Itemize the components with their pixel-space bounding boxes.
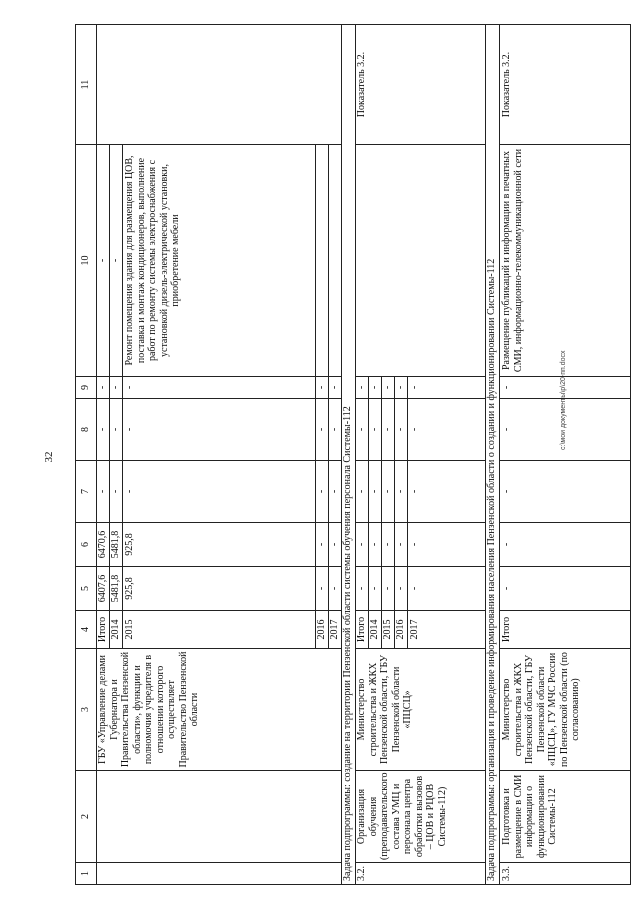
col-header-10: 10: [76, 145, 97, 377]
col-header-6: 6: [76, 523, 97, 567]
executor-cell: ГБУ «Управление делами Губернатора и Правительства Пензенской области», функции и полномочия учредителя в отношении которого осуществляет Правительство Пензенской области: [97, 649, 342, 771]
executor-cell: Министерство строительства и ЖКХ Пензенской области, ГБУ Пензенской области «ПЦСЦ»: [356, 649, 486, 771]
page-number: 32: [43, 451, 55, 463]
indicator-cell: Показатель 3.2.: [500, 25, 631, 145]
task-heading: Задача подпрограммы: организация и проведение информирования населения Пензенской области о создании и функционировании Системы-112: [486, 25, 500, 885]
table-row: ГБУ «Управление делами Губернатора и Правительства Пензенской области», функции и полномочия учредителя в отношении которого осуществляет Правительство Пензенской области Итого 6407,6 6470,6 - - - -: [97, 25, 110, 885]
executor-cell: Министерство строительства и ЖКХ Пензенской области, ГБУ Пензенской области «ПЦСЦ», ГУ МЧС России по Пензенской области (по согласованию): [500, 649, 631, 771]
col-header-7: 7: [76, 461, 97, 523]
result-description: Размещение публикаций и информации в печатных СМИ, информационно-телекоммуникационной сети: [500, 145, 631, 377]
task-heading: Задача подпрограммы: создание на территории Пензенской области системы обучения персонала Системы-112: [342, 25, 356, 885]
header-row: [76, 25, 97, 885]
col-header-2: 2: [76, 771, 97, 863]
activity-name: Организация обучения (преподавательского состава УМЦ и персонала центра обработки вызовов – ЦОВ и РЦОВ Системы-112): [356, 771, 486, 863]
col-header-4: 4: [76, 611, 97, 649]
table-row: 2016 - - - - -: [316, 25, 329, 885]
table-row: 3.3. Подготовка и размещение в СМИ информации о функционировании Системы-112 Министерство строительства и ЖКХ Пензенской области, ГБУ Пензенской области «ПЦСЦ», ГУ МЧС России по Пензенской области (по согласованию) Итого - - - - - Размещение публикаций и информации в печатных СМИ, информационно-телекоммуникационной сети Показатель 3.2.: [500, 25, 631, 885]
table-row: 2017 - - - - -: [329, 25, 342, 885]
footer-file-path: c:\мои документы\р\20-пп.docx: [560, 350, 567, 450]
table-row: 2014 - - - - -: [369, 25, 382, 885]
col-header-1: 1: [76, 863, 97, 885]
col-header-3: 3: [76, 649, 97, 771]
result-description: Ремонт помещения здания для размещения ЦОВ, поставка и монтаж кондиционеров, выполнение работ по ремонту системы электроснабжения с установкой дизель-электрической установки, приобретение мебели: [123, 145, 316, 377]
activity-name: Подготовка и размещение в СМИ информации о функционировании Системы-112: [500, 771, 631, 863]
table-row: 2015 925,8 925,8 - - - Ремонт помещения здания для размещения ЦОВ, поставка и монтаж кондиционеров, выполнение работ по ремонту системы электроснабжения с установкой дизель-электрической установки, приобретение мебели: [123, 25, 316, 885]
col-header-9: 9: [76, 377, 97, 399]
indicator-cell: Показатель 3.2.: [356, 25, 486, 145]
col-header-8: 8: [76, 399, 97, 461]
rotated-table-wrapper: [75, 25, 630, 885]
col-header-5: 5: [76, 567, 97, 611]
table-row: 2015 - - - - -: [382, 25, 395, 885]
table-row: 2014 5481,8 5481,8 - - - -: [110, 25, 123, 885]
table-row: 2017 - - - - -: [408, 25, 486, 885]
row-number: 3.3.: [500, 863, 631, 885]
table-row: 3.2. Организация обучения (преподавательского состава УМЦ и персонала центра обработки вызовов – ЦОВ и РЦОВ Системы-112) Министерство строительства и ЖКХ Пензенской области, ГБУ Пензенской области «ПЦСЦ» Итого - - - - - Показатель 3.2.: [356, 25, 369, 885]
task-row: [342, 25, 356, 885]
row-number: 3.2.: [356, 863, 486, 885]
table-row: 2016 - - - - -: [395, 25, 408, 885]
program-table: [75, 24, 631, 885]
task-row: [486, 25, 500, 885]
col-header-11: 11: [76, 25, 97, 145]
